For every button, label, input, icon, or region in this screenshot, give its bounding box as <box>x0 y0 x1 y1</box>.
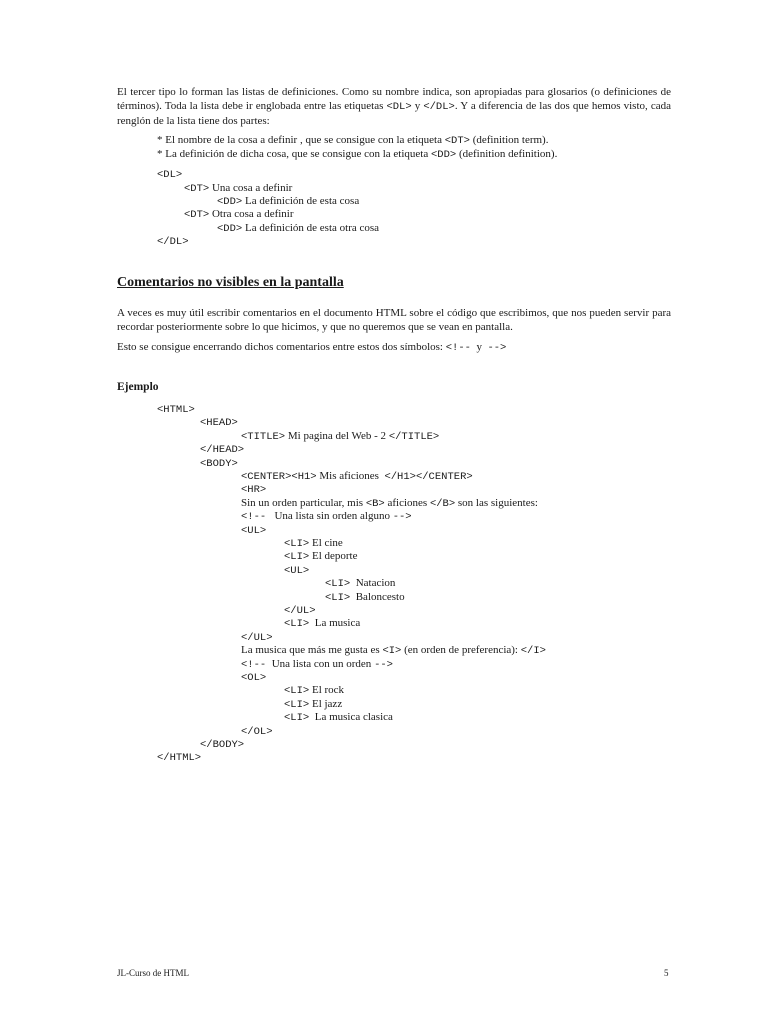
code-text: El deporte <box>309 550 358 563</box>
dl-tag: <DT> <box>184 183 210 195</box>
code-tag: --> <box>374 658 393 671</box>
bullet-dd-pre: * La definición de dicha cosa, que se consigue con la etiqueta <box>157 148 431 160</box>
code-tag: </HTML> <box>157 752 202 765</box>
code-text: son las siguientes: <box>455 496 538 509</box>
intro-text-b: y <box>411 100 424 112</box>
code-tag: <B> <box>365 497 385 510</box>
code-line <box>241 469 473 484</box>
code-tag: <OL> <box>241 672 267 684</box>
dl-line-5 <box>157 234 189 249</box>
bullet-dt-tag: <DT> <box>444 135 470 147</box>
code-tag: <LI> <box>325 578 351 591</box>
code-tag: --> <box>392 511 412 524</box>
code-line <box>200 737 244 752</box>
dl-text: La definición de esta otra cosa <box>242 222 380 234</box>
code-line <box>157 402 195 417</box>
code-tag: <LI> <box>284 712 310 725</box>
comments-symbols-line <box>117 340 506 355</box>
code-tag: <HTML> <box>157 404 195 416</box>
dl-line-3 <box>184 207 294 222</box>
dl-text: La definición de esta cosa <box>242 195 360 207</box>
code-tag: <LI> <box>284 698 310 711</box>
dl-tag: <DT> <box>184 209 210 221</box>
code-tag: <LI> <box>284 685 310 698</box>
intro-text-a: El tercer tipo lo forman las listas de definiciones. Como su nombre indica, son apropiadas para glosarios (o definiciones de términos). Toda la lista debe ir englobada entre las etiquetas <box>117 86 671 112</box>
code-text: aficiones <box>384 496 430 509</box>
dl-tag: <DL> <box>157 169 183 181</box>
code-text: El rock <box>309 684 345 697</box>
code-tag: <!-- <box>241 658 267 671</box>
code-tag: <UL> <box>241 524 267 537</box>
code-tag: <TITLE> <box>241 430 286 443</box>
code-line <box>284 616 360 631</box>
code-tag: <I> <box>382 645 402 658</box>
code-tag: <LI> <box>325 591 351 604</box>
code-tag: <LI> <box>284 538 310 550</box>
code-line <box>241 523 266 538</box>
dl-tag: </DL> <box>157 236 189 248</box>
code-line <box>200 415 238 430</box>
bullet-dd-post: (definition definition). <box>456 148 558 160</box>
dl-tag: <DD> <box>217 196 243 208</box>
code-text: Una lista sin orden alguno <box>266 510 393 523</box>
code-line <box>241 429 439 444</box>
code-tag: </I> <box>520 645 546 658</box>
bullet-dd <box>157 147 557 162</box>
comments-paragraph: A veces es muy útil escribir comentarios en el documento HTML sobre el código que escribimos, que nos pueden servir para recordar posteriormente sobre lo que hicimos, y que no queremos que se vean en pantalla. <box>117 307 671 333</box>
code-text: Mi pagina del Web - 2 <box>285 429 389 442</box>
code-tag: </B> <box>429 497 456 510</box>
code-text: Baloncesto <box>350 590 405 603</box>
code-tag: <LI> <box>284 618 310 631</box>
code-line <box>241 509 412 524</box>
code-text: La musica <box>309 617 361 630</box>
code-tag: </OL> <box>241 725 273 738</box>
code-tag: <UL> <box>284 564 310 577</box>
code-text: Sin un orden particular, mis <box>241 496 366 509</box>
section-heading: Comentarios no visibles en la pantalla <box>117 275 344 290</box>
code-line <box>200 456 238 471</box>
bullet-dt-pre: * El nombre de la cosa a definir , que se consigue con la etiqueta <box>157 134 445 146</box>
dl-tag: <DD> <box>217 223 243 235</box>
code-line <box>241 724 273 739</box>
comment-open-symbol: <!-- <box>445 342 471 354</box>
code-tag: <HEAD> <box>200 417 238 430</box>
code-tag: </BODY> <box>200 739 245 751</box>
code-tag: <CENTER><H1> <box>241 471 317 483</box>
bullet-dd-tag: <DD> <box>430 149 457 161</box>
dl-line-4 <box>217 221 379 236</box>
tag-dl-close: </DL> <box>423 101 455 113</box>
footer-course-title: JL-Curso de HTML <box>117 968 189 978</box>
code-tag: </TITLE> <box>388 430 440 443</box>
code-text: Natacion <box>350 577 396 590</box>
code-text: Una lista con un orden <box>266 657 375 670</box>
code-tag: <BODY> <box>200 457 238 470</box>
code-line <box>157 750 201 765</box>
bullet-dt-post: (definition term). <box>469 134 549 146</box>
dl-line-0 <box>157 167 182 182</box>
code-text: Mis aficiones <box>316 470 385 482</box>
page-number: 5 <box>664 968 669 978</box>
code-tag: <!-- <box>241 511 267 524</box>
tag-dl: <DL> <box>386 101 412 113</box>
dl-text: Otra cosa a definir <box>209 208 294 220</box>
dl-text: Una cosa a definir <box>209 182 293 194</box>
code-line <box>284 710 393 725</box>
code-tag: <LI> <box>284 551 310 564</box>
code-text: La musica clasica <box>309 711 393 724</box>
comment-close-symbol: --> <box>487 342 507 354</box>
bullet-dt <box>157 133 548 148</box>
intro-paragraph <box>117 85 671 128</box>
code-line <box>284 563 309 578</box>
code-text: La musica que más me gusta es <box>241 644 383 657</box>
code-tag: </UL> <box>241 631 273 644</box>
code-tag: <HR> <box>241 484 267 497</box>
comments-symbols-and: y <box>470 341 488 353</box>
code-tag: </UL> <box>284 605 316 617</box>
code-line <box>241 670 266 685</box>
code-tag: </HEAD> <box>200 444 245 457</box>
example-label: Ejemplo <box>117 381 159 393</box>
intro-text-c: . Y a diferencia de las dos que hemos visto, cada renglón de la lista tiene dos partes: <box>117 100 671 127</box>
code-text: El jazz <box>309 697 343 710</box>
comments-symbols-text: Esto se consigue encerrando dichos comentarios entre estos dos símbolos: <box>117 341 446 353</box>
code-text: El cine <box>309 537 343 549</box>
code-tag: </H1></CENTER> <box>384 471 473 483</box>
code-text: (en orden de preferencia): <box>401 644 521 657</box>
code-line <box>325 590 405 605</box>
